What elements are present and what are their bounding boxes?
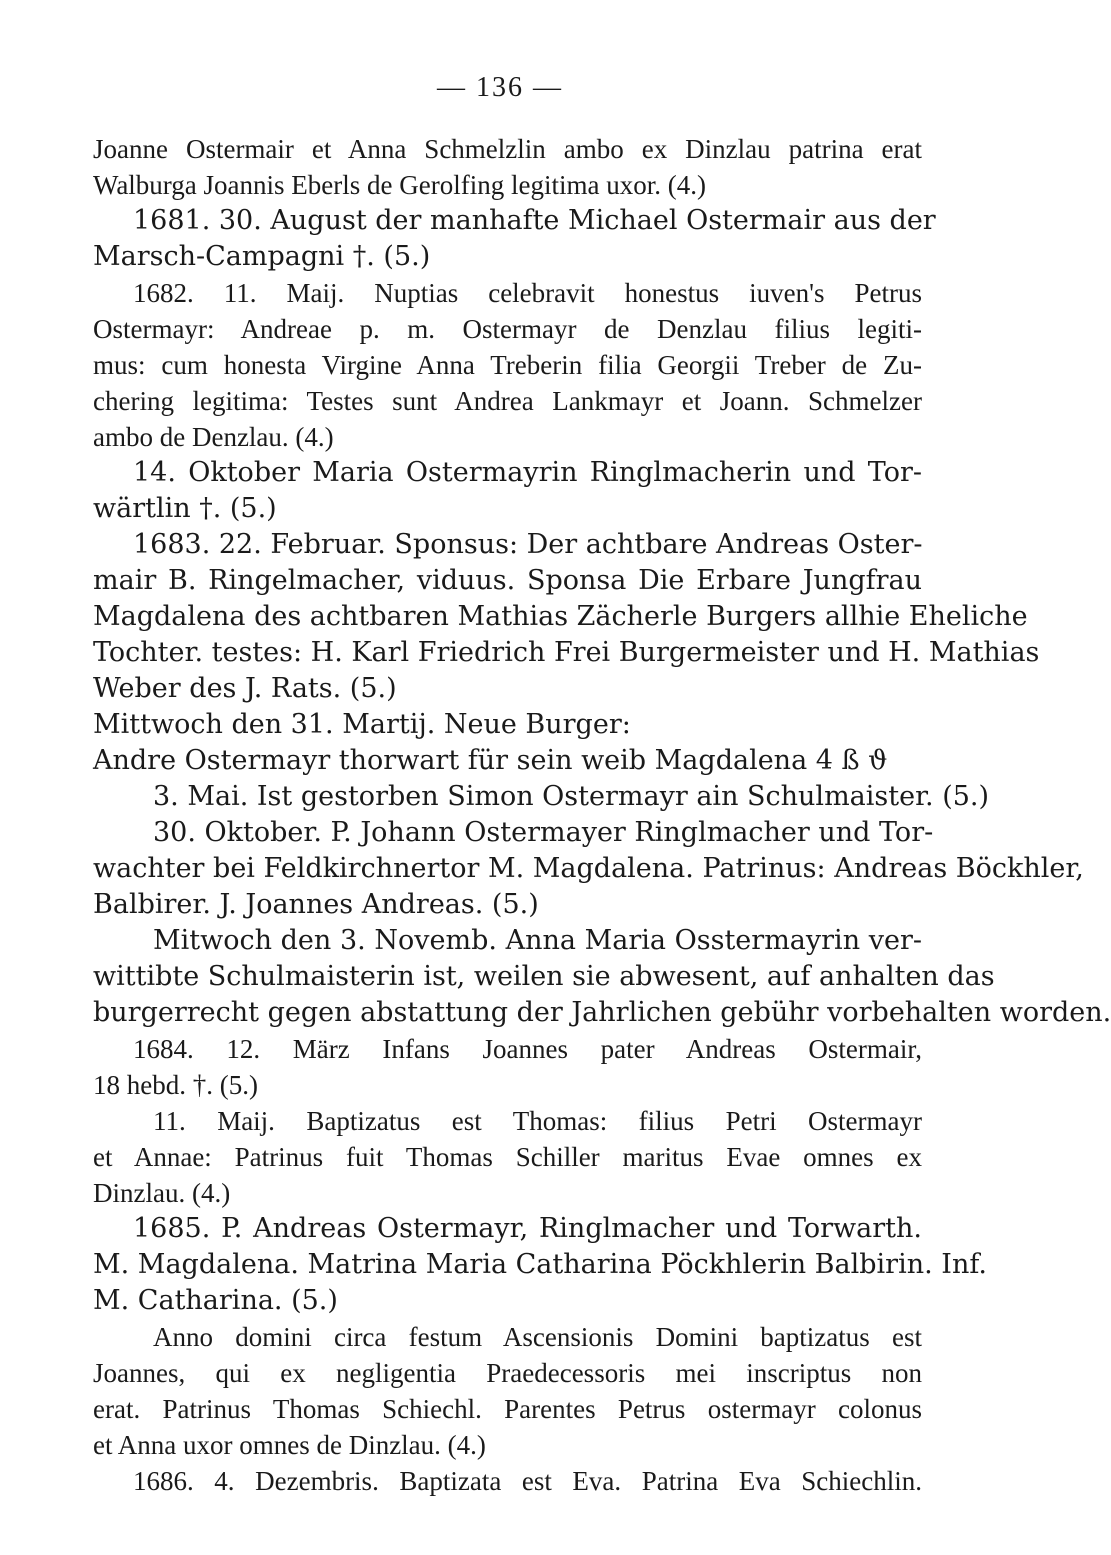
text-line: 11. Maij. Baptizatus est Thomas: filius Petri Ostermayr (153, 1106, 922, 1136)
text-line: chering legitima: Testes sunt Andrea Lankmayr et Joann. Schmelzer (93, 386, 922, 416)
text-line: et Anna uxor omnes de Dinzlau. (4.) (93, 1430, 486, 1460)
text-line: burgerrecht gegen abstattung der Jahrlichen gebühr vorbehalten worden. (93, 997, 1111, 1028)
text-line: Tochter. testes: H. Karl Friedrich Frei Burgermeister und H. Mathias (93, 637, 1040, 668)
text-line: Anno domini circa festum Ascensionis Domini baptizatus est (153, 1322, 922, 1352)
text-line: erat. Patrinus Thomas Schiechl. Parentes Petrus ostermayr colonus (93, 1394, 922, 1424)
text-line: Andre Ostermayr thorwart für sein weib Magdalena 4 ß ϑ (93, 745, 888, 776)
text-line: mair B. Ringelmacher, viduus. Sponsa Die Erbare Jungfrau (93, 565, 922, 596)
text-line: Mittwoch den 31. Martij. Neue Burger: (93, 709, 631, 740)
text-line: 1681. 30. August der manhafte Michael Ostermair aus der (133, 205, 936, 236)
text-line: M. Catharina. (5.) (93, 1285, 338, 1316)
text-line: 30. Oktober. P. Johann Ostermayer Ringlmacher und Tor- (153, 817, 934, 848)
text-line: Walburga Joannis Eberls de Gerolfing legitima uxor. (4.) (93, 170, 706, 200)
text-line: et Annae: Patrinus fuit Thomas Schiller maritus Evae omnes ex (93, 1142, 922, 1172)
text-line: Mitwoch den 3. Novemb. Anna Maria Osstermayrin ver- (153, 925, 922, 956)
text-line: Magdalena des achtbaren Mathias Zächerle Burgers allhie Eheliche (93, 601, 1028, 632)
text-line: wachter bei Feldkirchnertor M. Magdalena. Patrinus: Andreas Böckhler, (93, 853, 1084, 884)
text-line: 1683. 22. Februar. Sponsus: Der achtbare Andreas Oster- (133, 529, 923, 560)
text-line: 14. Oktober Maria Ostermayrin Ringlmacherin und Tor- (133, 457, 922, 488)
text-line: Balbirer. J. Joannes Andreas. (5.) (93, 889, 539, 920)
text-line: wärtlin †. (5.) (93, 493, 277, 524)
text-line: wittibte Schulmaisterin ist, weilen sie abwesent, auf anhalten das (93, 961, 995, 992)
text-line: Joanne Ostermair et Anna Schmelzlin ambo ex Dinzlau patrina erat (93, 134, 922, 164)
text-line: 1682. 11. Maij. Nuptias celebravit honestus iuven's Petrus (133, 278, 922, 308)
text-line: 3. Mai. Ist gestorben Simon Ostermayr ain Schulmaister. (5.) (153, 781, 990, 812)
text-line: Joannes, qui ex negligentia Praedecessoris mei inscriptus non (93, 1358, 922, 1388)
text-line: 18 hebd. †. (5.) (93, 1070, 258, 1100)
text-line: mus: cum honesta Virgine Anna Treberin filia Georgii Treber de Zu- (93, 350, 922, 380)
text-line: Marsch-Campagni †. (5.) (93, 241, 431, 272)
text-line: Ostermayr: Andreae p. m. Ostermayr de Denzlau filius legiti- (93, 314, 922, 344)
text-line: 1686. 4. Dezembris. Baptizata est Eva. Patrina Eva Schiechlin. (133, 1466, 922, 1496)
text-line: 1685. P. Andreas Ostermayr, Ringlmacher und Torwarth. (133, 1213, 922, 1244)
text-line: M. Magdalena. Matrina Maria Catharina Pöckhlerin Balbirin. Inf. (93, 1249, 987, 1280)
page-number: — 136 — (437, 72, 563, 103)
text-line: 1684. 12. März Infans Joannes pater Andreas Ostermair, (133, 1034, 922, 1064)
text-line: Dinzlau. (4.) (93, 1178, 231, 1208)
text-line: Weber des J. Rats. (5.) (93, 673, 397, 704)
text-line: ambo de Denzlau. (4.) (93, 422, 334, 452)
